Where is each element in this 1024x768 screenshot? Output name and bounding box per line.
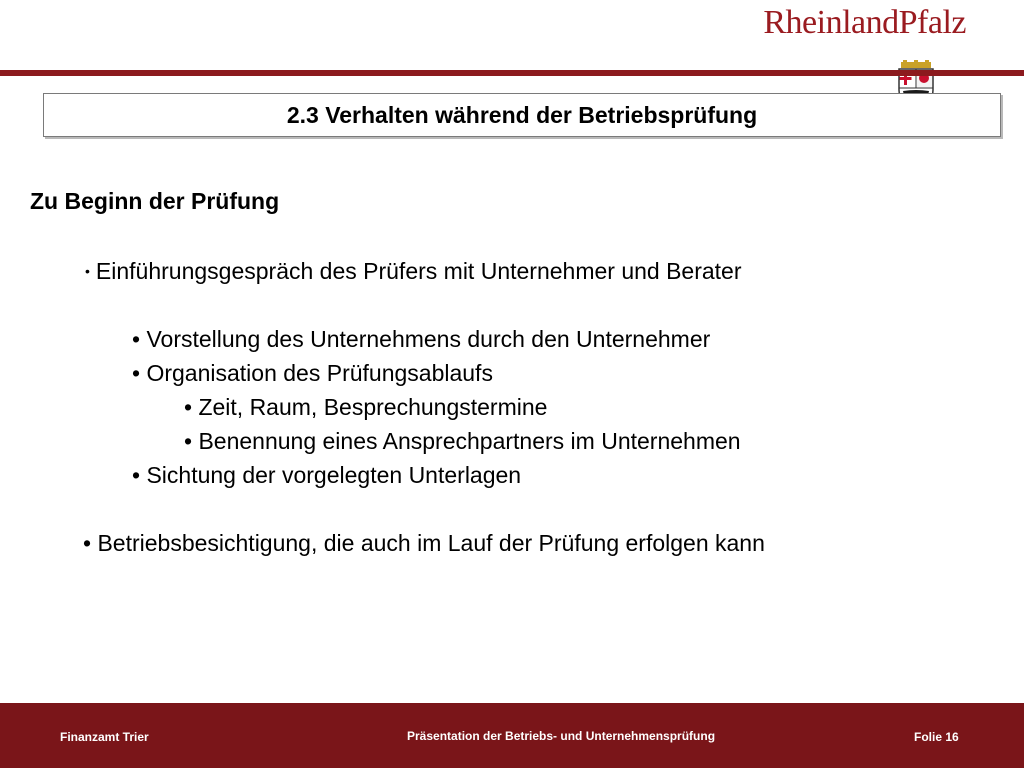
list-item: • Organisation des Prüfungsablaufs	[132, 360, 493, 386]
header-rule	[0, 70, 1024, 76]
list-item: • Benennung eines Ansprechpartners im Unternehmen	[184, 428, 741, 454]
slide-title: 2.3 Verhalten während der Betriebsprüfung	[43, 93, 1001, 137]
bullet-icon: •	[132, 462, 147, 488]
bullet-icon: •	[83, 530, 98, 556]
list-item: • Betriebsbesichtigung, die auch im Lauf der Prüfung erfolgen kann	[83, 530, 765, 556]
list-item: • Einführungsgespräch des Prüfers mit Unternehmer und Berater	[85, 258, 742, 284]
list-item: • Vorstellung des Unternehmens durch den Unternehmer	[132, 326, 711, 352]
list-item: • Sichtung der vorgelegten Unterlagen	[132, 462, 522, 488]
bullet-icon: •	[184, 428, 199, 454]
bullet-icon: •	[132, 360, 147, 386]
bullet-icon: •	[85, 263, 90, 279]
footer-bar	[0, 703, 1024, 768]
bullet-icon: •	[132, 326, 147, 352]
list-item: • Zeit, Raum, Besprechungstermine	[184, 394, 548, 420]
brand-logo-text: RheinlandPfalz	[763, 4, 966, 41]
bullet-icon: •	[184, 394, 199, 420]
footer-presentation-title: Präsentation der Betriebs- und Unternehmensprüfung	[407, 729, 716, 743]
section-heading: Zu Beginn der Prüfung	[30, 188, 280, 214]
footer-slide-number: Folie 16	[914, 730, 959, 744]
footer-office: Finanzamt Trier	[60, 730, 149, 744]
